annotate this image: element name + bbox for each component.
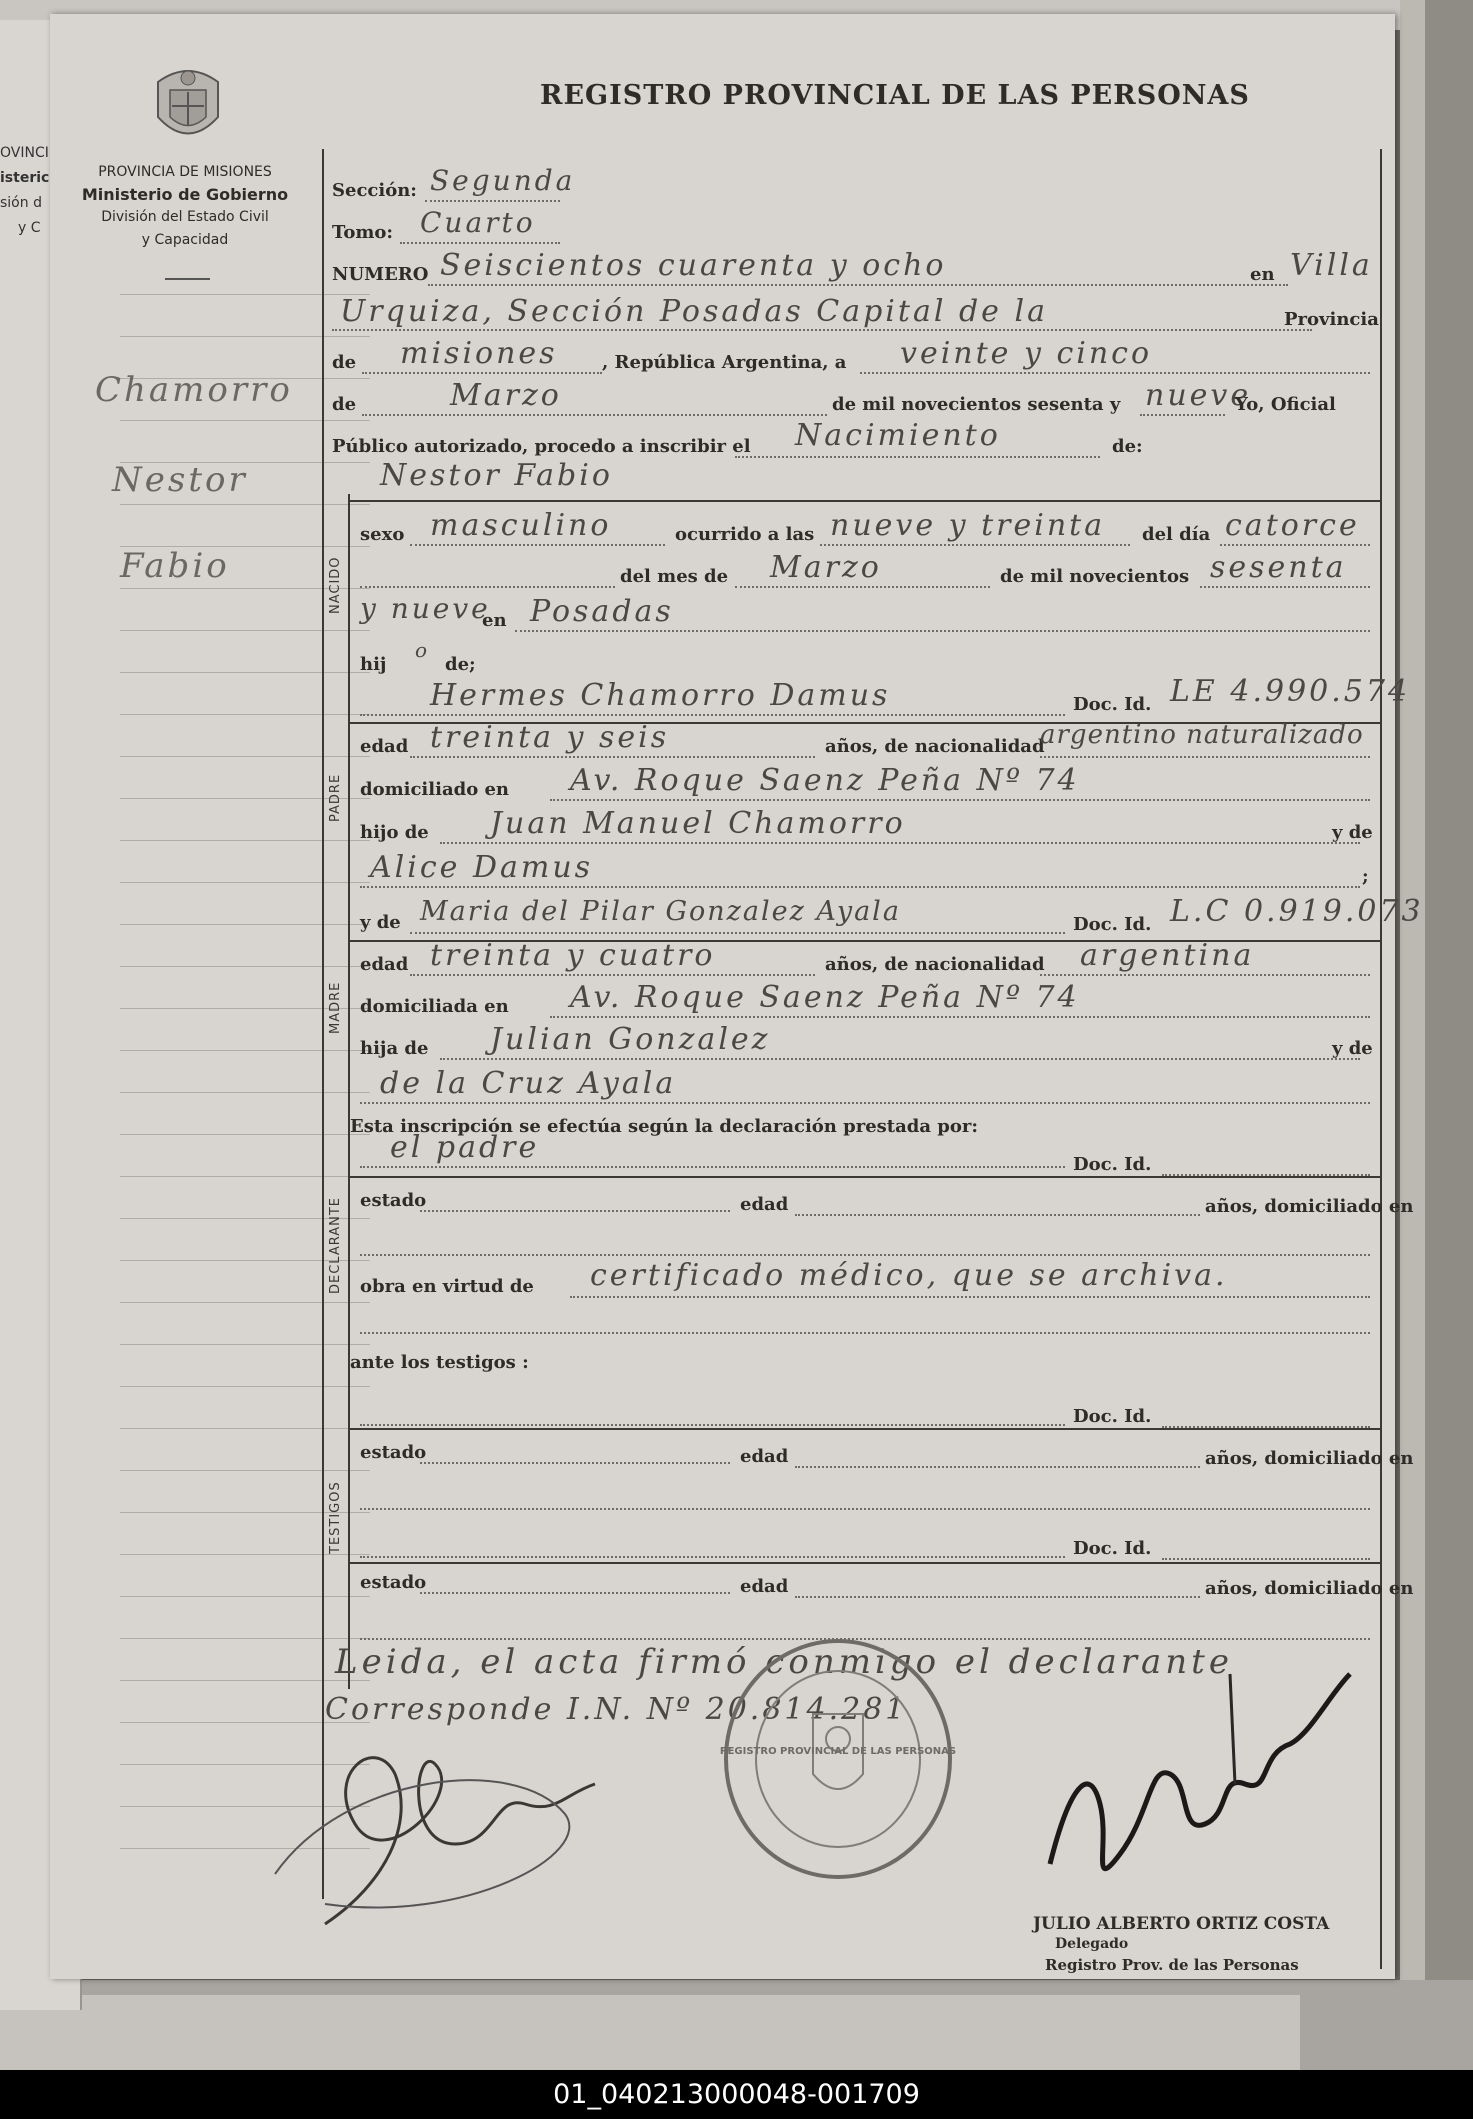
madre-edad-value: treinta y cuatro [430,938,716,973]
testigo2-domicilio-label: años, domiciliado en [1205,1578,1414,1599]
mes-value: Marzo [770,550,882,585]
lugar-field-line [515,630,1370,632]
publico-label: Público autorizado, procedo a inscribir el [332,436,751,457]
margin-rule-line [120,1470,370,1471]
semicolon-label: ; [1362,866,1369,887]
margin-rule-line [120,1638,370,1639]
doc-id-label: Doc. Id. [1073,1406,1152,1427]
testigo1-domicilio-label: años, domiciliado en [1205,1448,1414,1469]
blank-field-line [360,586,615,588]
section-testigos: TESTIGOS [328,1481,343,1554]
margin-rule-line [120,840,370,841]
obra-extra-line [360,1332,1370,1334]
abuelo-materno-field-line [440,1058,1360,1060]
testigo2-edad-label: edad [740,1576,789,1597]
doc-id-label: Doc. Id. [1073,914,1152,935]
margin-rule-line [120,1596,370,1597]
testigo1-estado-label: estado [360,1442,427,1463]
provincia-field-line [362,372,602,374]
anio-value-2: y nueve [360,592,491,625]
hijo-de-label: hijo de [360,822,429,843]
testigo2-field-line [360,1556,1065,1558]
acto-field-line [735,456,1100,458]
footer-id: 01_040213000048-001709 [0,2070,1473,2119]
abuela-paterna-field-line [360,886,1360,888]
header-capacity: y Capacidad [141,232,229,248]
left-page-fragment: isteric [0,170,50,186]
register-page [50,14,1424,1979]
tomo-label: Tomo: [332,222,394,243]
en-label: en [1250,264,1275,285]
sexo-label: sexo [360,524,405,545]
abuela-materna-field-line [360,1102,1370,1104]
fecha-anio-field-line [1140,414,1225,416]
madre-nombre-field-line [410,932,1065,934]
dia-field-line [1220,544,1370,546]
testigo2-estado-field-line [420,1592,730,1594]
de-label: de [332,352,357,373]
hij-label: hij [360,654,387,675]
madre-doc-value: L.C 0.919.073 [1170,894,1424,929]
margin-note: Nestor [112,460,248,500]
abuelo-paterno-field-line [440,842,1360,844]
official-signature [1030,1664,1360,1904]
left-page-fragment: OVINCI [0,145,49,161]
header-divider [165,278,210,280]
declarante-top-rule [348,1176,1380,1178]
header-ministry: Ministerio de Gobierno [81,185,289,204]
declarant-signature [265,1734,645,1954]
abuela-paterna-value: Alice Damus [370,850,594,885]
fecha-dia-field-line [860,372,1370,374]
margin-rule-line [120,1050,370,1051]
madre-domicilio-label: domiciliada en [360,996,509,1017]
header-division: División del Estado Civil [101,209,269,225]
yo-oficial-label: Yo, Oficial [1235,394,1336,415]
de-mil-sesenta-label: de mil novecientos sesenta y [832,394,1121,415]
margin-rule-line [120,714,370,715]
right-page-edge-shadow [1425,0,1473,2000]
padre-domicilio-field-line [550,799,1370,801]
margin-rule-line [120,966,370,967]
testigo2-estado-label: estado [360,1572,427,1593]
seccion-label: Sección: [332,180,417,201]
margin-rule-line [120,630,370,631]
fecha-mes-value: Marzo [450,378,562,413]
official-role: Delegado [1055,1936,1129,1952]
de-label: de [332,394,357,415]
acto-value: Nacimiento [795,418,1001,453]
de-semicolon-label: de; [445,654,476,675]
testigo1-edad-label: edad [740,1446,789,1467]
declarante-domicilio-label: años, domiciliado en [1205,1196,1414,1217]
declarante-estado-field-line [420,1210,730,1212]
margin-rule-line [120,1386,370,1387]
republica-label: , República Argentina, a [602,352,847,373]
margin-note: Chamorro [95,370,293,410]
hij-suffix: o [415,638,431,662]
padre-domicilio-label: domiciliado en [360,779,510,800]
abuelo-materno-value: Julian Gonzalez [490,1022,771,1057]
certificado-value: certificado médico, que se archiva. [590,1258,1228,1293]
en-label: en [482,610,507,631]
fecha-dia-value: veinte y cinco [900,336,1153,371]
madre-domicilio-field-line [550,1016,1370,1018]
del-dia-label: del día [1142,524,1211,545]
bottom-page-edge-inner [0,1995,1300,2070]
margin-rule-line [120,336,370,337]
madre-edad-field-line [410,974,815,976]
margin-rule-line [120,1134,370,1135]
anio-value-1: sesenta [1210,550,1347,585]
mes-field-line [735,586,990,588]
testigos-top-rule [348,1428,1380,1430]
margin-rule-line [120,1176,370,1177]
margin-rule-line [120,1344,370,1345]
provincia-value: misiones [400,336,558,371]
declarante-value: el padre [390,1130,540,1165]
del-mes-label: del mes de [620,566,729,587]
obra-field-line [570,1296,1370,1298]
provincia-label: Provincia [1284,309,1379,330]
numero-field-line [428,284,1288,286]
madre-y-de-label: y de [360,912,401,933]
declarante-estado-label: estado [360,1190,427,1211]
form-right-border [1380,149,1382,1969]
testigo1-domicilio-field-line [360,1508,1370,1510]
padre-nacionalidad-value: argentino naturalizado [1040,720,1364,750]
margin-rule-line [120,1092,370,1093]
testigo1-estado-field-line [420,1462,730,1464]
testigo1-field-line [360,1424,1065,1426]
doc-id-label: Doc. Id. [1073,1538,1152,1559]
margin-rule-line [120,504,370,505]
margin-rule-line [120,1680,370,1681]
fecha-mes-field-line [362,414,827,416]
testigo1-edad-field-line [795,1466,1200,1468]
doc-id-label: Doc. Id. [1073,1154,1152,1175]
tomo-field-line [400,242,560,244]
margin-note: Fabio [120,546,230,586]
hora-field-line [820,544,1130,546]
en-value: Villa [1290,248,1373,283]
place-field-line [332,329,1312,331]
official-name: JULIO ALBERTO ORTIZ COSTA [1033,1914,1330,1934]
coat-of-arms [148,62,228,152]
testigo2-top-rule [348,1562,1380,1564]
abuelo-paterno-value: Juan Manuel Chamorro [490,806,906,841]
stamp-text: REGISTRO PROVINCIAL DE LAS PERSONAS [719,1746,957,1757]
padre-domicilio-value: Av. Roque Saenz Peña Nº 74 [570,763,1080,798]
dia-value: catorce [1225,508,1360,543]
testigos-label: ante los testigos : [350,1352,529,1373]
anio-field-line [1200,586,1370,588]
section-column-border [348,494,350,1689]
lugar-value: Posadas [530,594,674,629]
obra-label: obra en virtud de [360,1276,534,1297]
madre-nacionalidad-field-line [1040,974,1370,976]
margin-rule-line [120,882,370,883]
margin-rule-line [120,1554,370,1555]
section-nacido: NACIDO [328,556,343,614]
declarante-domicilio-field-line [360,1254,1370,1256]
numero-value: Seiscientos cuarenta y ocho [440,248,947,283]
sexo-field-line [410,544,665,546]
margin-rule-line [120,672,370,673]
testigo2-doc-field-line [1162,1558,1370,1560]
lectura-text: Leida, el acta firmó conmigo el declarante [335,1642,1233,1682]
de-colon-label: de: [1112,436,1143,457]
fecha-anio-value: nueve [1145,378,1252,413]
padre-doc-value: LE 4.990.574 [1170,674,1411,709]
padre-nombre-value: Hermes Chamorro Damus [430,678,891,713]
padre-nacionalidad-label: años, de nacionalidad [825,736,1045,757]
madre-edad-label: edad [360,954,409,975]
testigo2-edad-field-line [795,1596,1200,1598]
margin-rule-line [120,756,370,757]
abuela-materna-value: de la Cruz Ayala [380,1066,677,1101]
nombre-value: Nestor Fabio [380,458,613,493]
y-de-label: y de [1332,1038,1373,1059]
margin-rule-line [120,924,370,925]
corresponde-text: Corresponde I.N. Nº 20.814.281 [325,1692,908,1727]
sexo-value: masculino [430,508,612,543]
margin-rule-line [120,420,370,421]
tomo-value: Cuarto [420,206,536,239]
padre-nombre-field-line [360,714,1065,716]
hija-de-label: hija de [360,1038,429,1059]
padre-edad-value: treinta y seis [430,720,670,755]
left-page-fragment: y C [18,220,41,236]
header-province: PROVINCIA DE MISIONES [98,164,272,180]
margin-rule-line [120,1302,370,1303]
section-declarante: DECLARANTE [328,1196,343,1294]
padre-edad-field-line [410,756,815,758]
margin-rule-line [120,1428,370,1429]
madre-domicilio-value: Av. Roque Saenz Peña Nº 74 [570,980,1080,1015]
margin-rule-line [120,294,370,295]
declarante-field-line [360,1166,1065,1168]
padre-edad-label: edad [360,736,409,757]
ocurrido-label: ocurrido a las [675,524,815,545]
padre-nacionalidad-field-line [1040,756,1370,758]
section-madre: MADRE [328,981,343,1034]
y-de-label: y de [1332,822,1373,843]
place-value: Urquiza, Sección Posadas Capital de la [340,294,1048,329]
seccion-field-line [425,200,560,202]
seccion-value: Segunda [430,164,576,197]
inscripcion-label: Esta inscripción se efectúa según la declaración prestada por: [350,1116,979,1137]
numero-label: NUMERO [332,264,429,285]
madre-nacionalidad-label: años, de nacionalidad [825,954,1045,975]
hora-value: nueve y treinta [830,508,1106,543]
de-mil-novecientos-label: de mil novecientos [1000,566,1190,587]
page-title: REGISTRO PROVINCIAL DE LAS PERSONAS [540,80,1250,111]
doc-id-label: Doc. Id. [1073,694,1152,715]
left-page-fragment: sión d [0,195,42,211]
form-left-border [322,149,324,1899]
declarante-edad-label: edad [740,1194,789,1215]
section-padre: PADRE [328,773,343,822]
official-stamp [718,1634,958,1884]
official-office: Registro Prov. de las Personas [1045,1956,1299,1974]
madre-nacionalidad-value: argentina [1080,938,1255,973]
nacido-top-rule [348,500,1380,502]
madre-nombre-value: Maria del Pilar Gonzalez Ayala [420,896,901,927]
declarante-edad-field-line [795,1214,1200,1216]
